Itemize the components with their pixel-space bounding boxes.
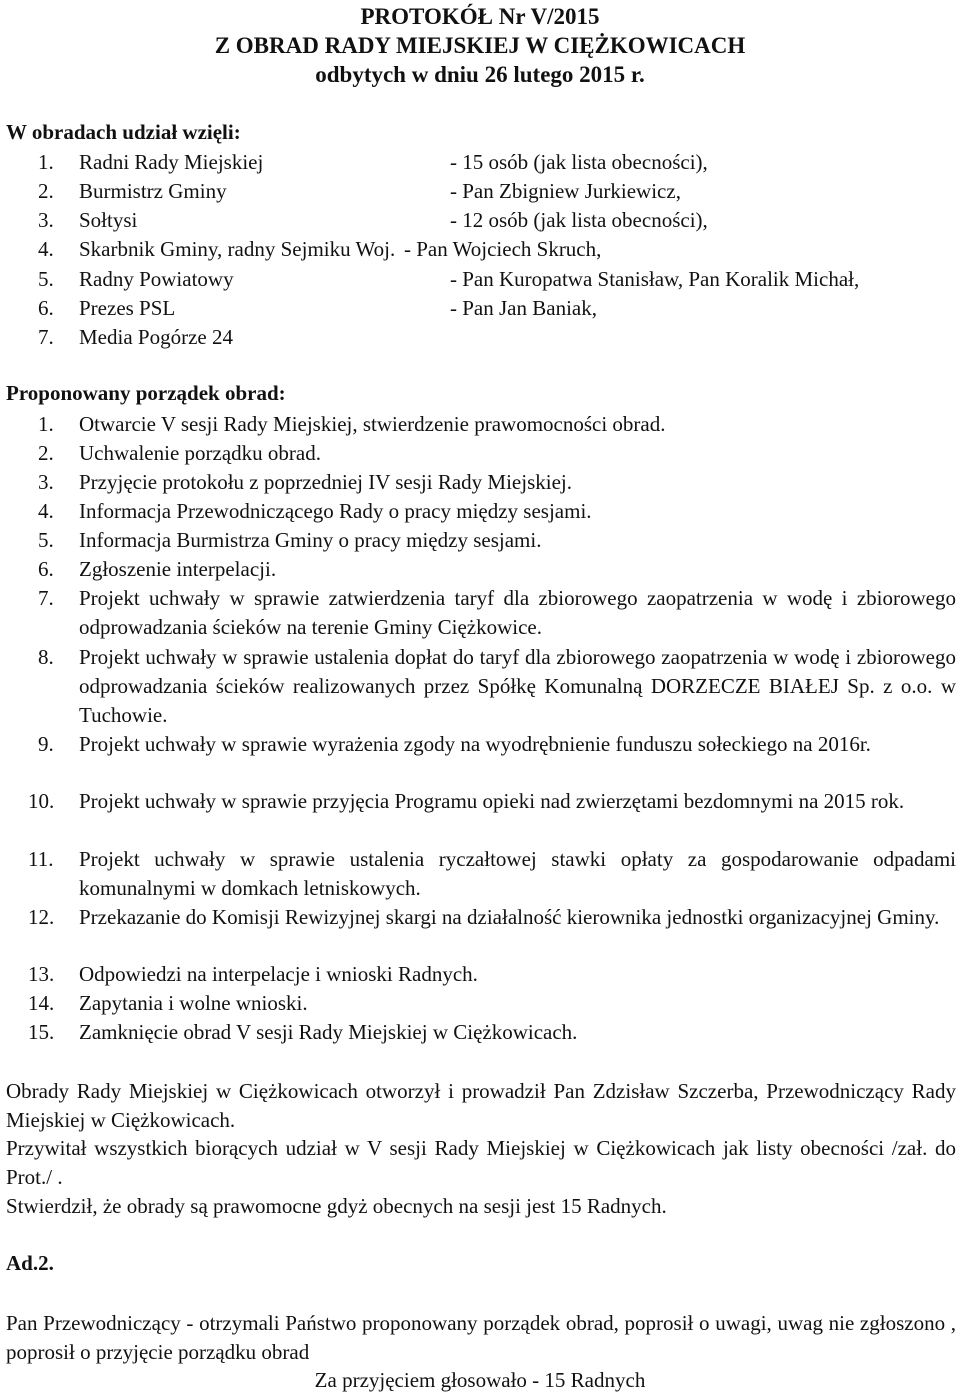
agenda-item: Odpowiedzi na interpelacje i wnioski Radnych. (79, 962, 478, 986)
agenda-number: 9. (38, 732, 54, 756)
agenda-item: Informacja Przewodniczącego Rady o pracy między sesjami. (79, 499, 592, 523)
agenda-number: 12. (28, 905, 55, 929)
agenda-number: 6. (38, 557, 54, 581)
vote-result: Za przyjęciem głosowało - 15 Radnych (314, 1368, 646, 1392)
paragraph-agenda-approval: Pan Przewodniczący - otrzymali Państwo proponowany porządek obrad, poprosił o uwagi, uwag nie zgłoszono , poprosił o przyjęcie porządku obrad (6, 1311, 956, 1364)
agenda-item: Projekt uchwały w sprawie przyjęcia Programu opieki nad zwierzętami bezdomnymi na 2015 rok. (79, 789, 905, 813)
agenda-item: Przekazanie do Komisji Rewizyjnej skargi na działalność kierownika jednostki organizacyjnej Gminy. (79, 905, 940, 929)
attendance-item: 2. Burmistrz Gminy - Pan Zbigniew Jurkiewicz, (38, 179, 681, 203)
paragraph-quorum: Stwierdził, że obrady są prawomocne gdyż obecnych na sesji jest 15 Radnych. (6, 1194, 667, 1218)
paragraph-greeting: Przywitał wszystkich biorących udział w V sesji Rady Miejskiej w Ciężkowicach jak listy obecności /zał. do Prot./ . (6, 1136, 956, 1189)
agenda-item: Zapytania i wolne wnioski. (79, 991, 308, 1015)
title-line-3: odbytych w dniu 26 lutego 2015 r. (315, 62, 645, 87)
title-line-2: Z OBRAD RADY MIEJSKIEJ W CIĘŻKOWICACH (214, 33, 746, 58)
agenda-number: 13. (28, 962, 55, 986)
title-line-1: PROTOKÓŁ Nr V/2015 (360, 4, 600, 29)
attendance-heading: W obradach udział wzięli: (6, 120, 241, 144)
agenda-item: Zamknięcie obrad V sesji Rady Miejskiej w Ciężkowicach. (79, 1020, 578, 1044)
attendance-item: 7. Media Pogórze 24 (38, 325, 233, 349)
agenda-item: Projekt uchwały w sprawie ustalenia ryczałtowej stawki opłaty za gospodarowanie odpadami komunalnymi w domkach letniskowych. (79, 847, 956, 900)
agenda-item: Projekt uchwały w sprawie ustalenia dopłat do taryf dla zbiorowego zaopatrzenia w wodę i zbiorowego odprowadzania ścieków realizowanych przez Spółkę Komunalną DORZECZE BIAŁEJ Sp. z o.o. w Tuchowie. (79, 645, 956, 727)
attendance-item: 1. Radni Rady Miejskiej - 15 osób (jak lista obecności), (38, 150, 708, 174)
agenda-item: Projekt uchwały w sprawie zatwierdzenia taryf dla zbiorowego zaopatrzenia w wodę i zbiorowego odprowadzania ścieków na terenie Gminy Ciężkowice. (79, 586, 956, 639)
agenda-number: 1. (38, 412, 54, 436)
agenda-number: 11. (28, 847, 54, 871)
agenda-item: Przyjęcie protokołu z poprzedniej IV sesji Rady Miejskiej. (79, 470, 572, 494)
agenda-number: 2. (38, 441, 54, 465)
agenda-item: Uchwalenie porządku obrad. (79, 441, 321, 465)
agenda-number: 14. (28, 991, 55, 1015)
agenda-heading: Proponowany porządek obrad: (6, 381, 286, 405)
agenda-number: 8. (38, 645, 54, 669)
agenda-item: Otwarcie V sesji Rady Miejskiej, stwierdzenie prawomocności obrad. (79, 412, 666, 436)
agenda-number: 7. (38, 586, 54, 610)
agenda-number: 5. (38, 528, 54, 552)
attendance-item: 6. Prezes PSL - Pan Jan Baniak, (38, 296, 597, 320)
attendance-item: 5. Radny Powiatowy - Pan Kuropatwa Stanisław, Pan Koralik Michał, (38, 267, 860, 291)
agenda-number: 15. (28, 1020, 55, 1044)
attendance-item: 3. Sołtysi - 12 osób (jak lista obecności), (38, 208, 708, 232)
agenda-item: Zgłoszenie interpelacji. (79, 557, 277, 581)
agenda-number: 3. (38, 470, 54, 494)
section-heading: Ad.2. (6, 1251, 54, 1275)
attendance-item: 4. Skarbnik Gminy, radny Sejmiku Woj. - Pan Wojciech Skruch, (38, 237, 602, 261)
paragraph-opening: Obrady Rady Miejskiej w Ciężkowicach otworzył i prowadził Pan Zdzisław Szczerba, Przewodniczący Rady Miejskiej w Ciężkowicach. (6, 1079, 956, 1132)
agenda-item: Projekt uchwały w sprawie wyrażenia zgody na wyodrębnienie funduszu sołeckiego na 2016r. (79, 732, 871, 756)
agenda-item: Informacja Burmistrza Gminy o pracy między sesjami. (79, 528, 542, 552)
document-title (0, 2, 960, 89)
agenda-number: 10. (28, 789, 55, 813)
agenda-number: 4. (38, 499, 54, 523)
